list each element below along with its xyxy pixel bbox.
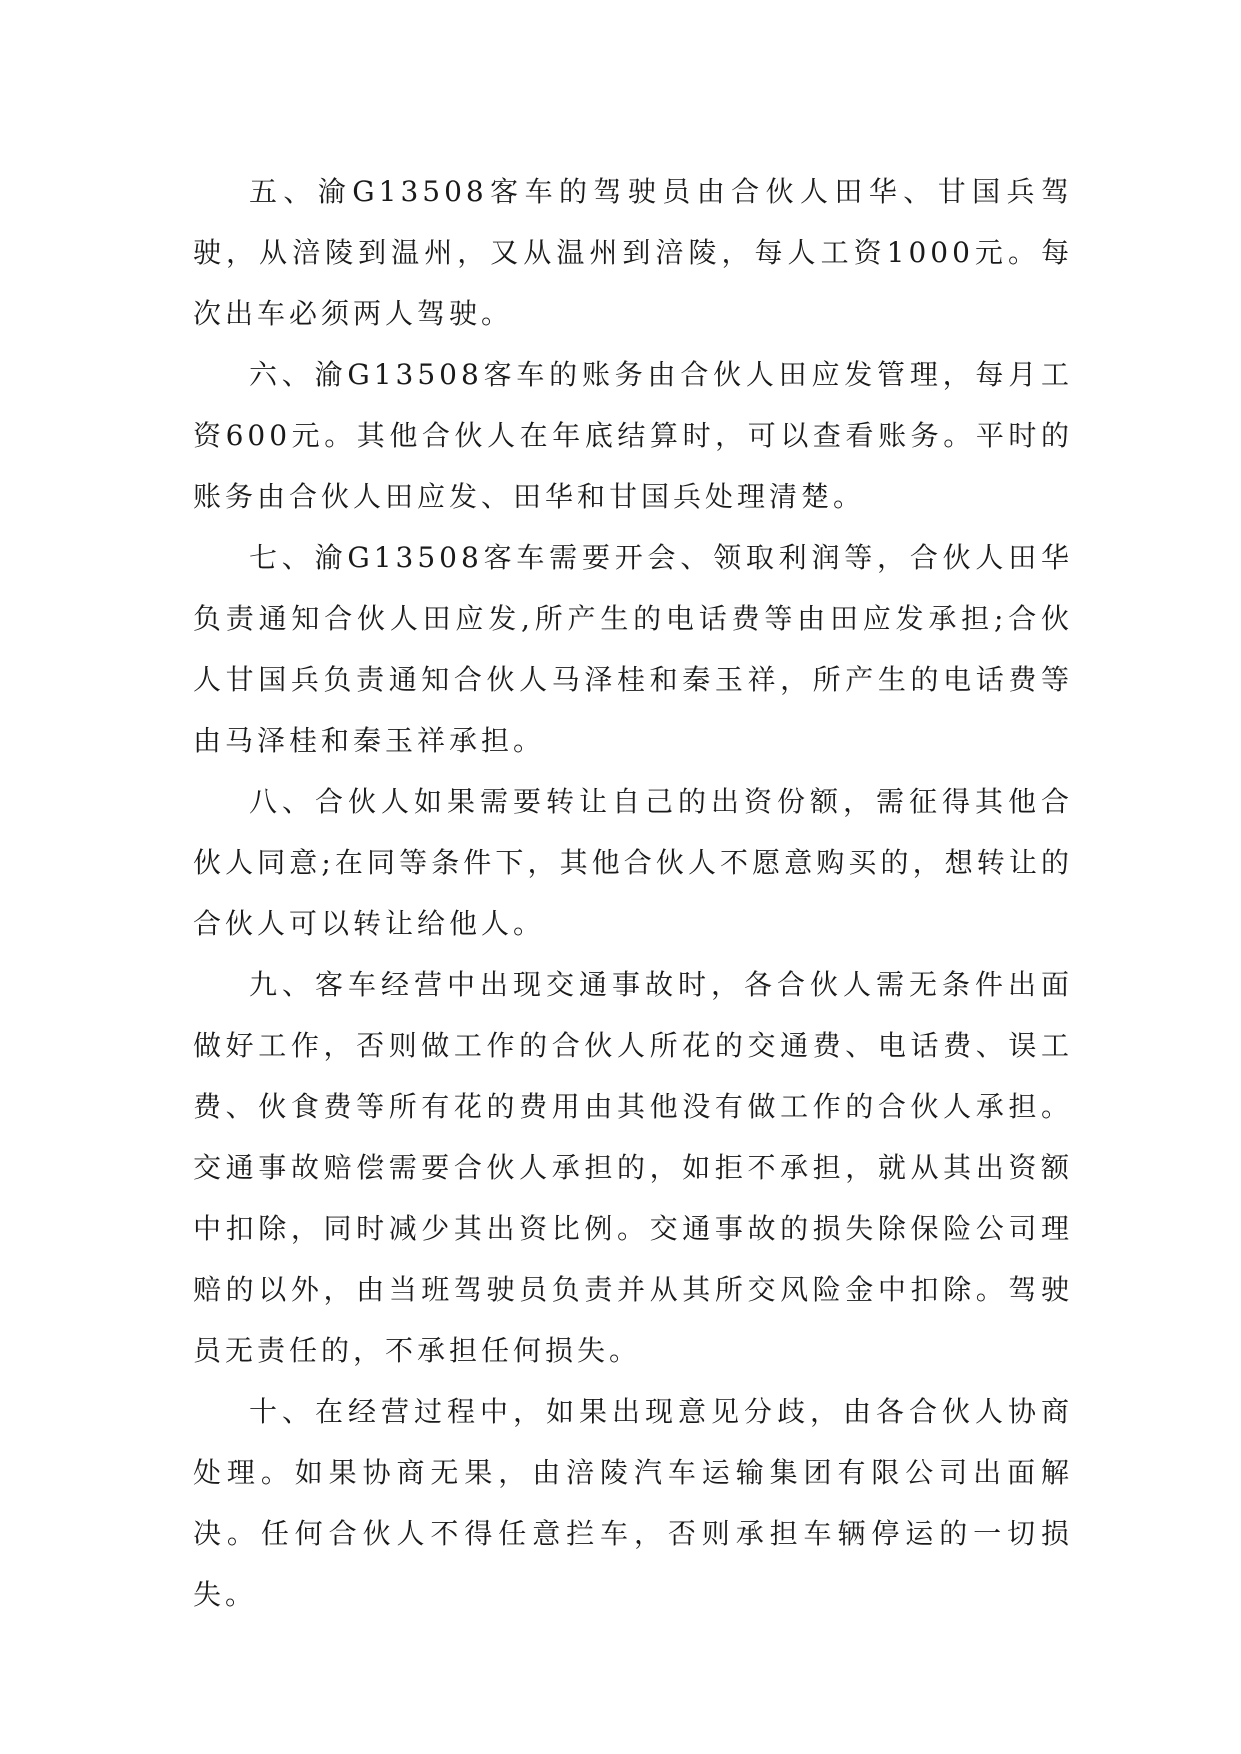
clause-7-paragraph: 七、渝G13508客车需要开会、领取利润等，合伙人田华负责通知合伙人田应发,所产生的电话费等由田应发承担;合伙人甘国兵负责通知合伙人马泽桂和秦玉祥，所产生的电话费等由马泽桂和秦玉祥承担。 bbox=[193, 541, 1073, 757]
document-body bbox=[193, 161, 1073, 1625]
clause-8-paragraph: 八、合伙人如果需要转让自己的出资份额，需征得其他合伙人同意;在同等条件下，其他合伙人不愿意购买的，想转让的合伙人可以转让给他人。 bbox=[193, 785, 1073, 940]
clause-9-paragraph: 九、客车经营中出现交通事故时，各合伙人需无条件出面做好工作，否则做工作的合伙人所花的交通费、电话费、误工费、伙食费等所有花的费用由其他没有做工作的合伙人承担。交通事故赔偿需要合伙人承担的，如拒不承担，就从其出资额中扣除，同时减少其出资比例。交通事故的损失除保险公司理赔的以外，由当班驾驶员负责并从其所交风险金中扣除。驾驶员无责任的，不承担任何损失。 bbox=[193, 968, 1073, 1367]
clause-5-paragraph: 五、渝G13508客车的驾驶员由合伙人田华、甘国兵驾驶，从涪陵到温州，又从温州到涪陵，每人工资1000元。每次出车必须两人驾驶。 bbox=[193, 175, 1073, 330]
clause-10-paragraph: 十、在经营过程中，如果出现意见分歧，由各合伙人协商处理。如果协商无果，由涪陵汽车运输集团有限公司出面解决。任何合伙人不得任意拦车，否则承担车辆停运的一切损失。 bbox=[193, 1395, 1073, 1611]
clause-6-paragraph: 六、渝G13508客车的账务由合伙人田应发管理，每月工资600元。其他合伙人在年底结算时，可以查看账务。平时的账务由合伙人田应发、田华和甘国兵处理清楚。 bbox=[193, 358, 1073, 513]
